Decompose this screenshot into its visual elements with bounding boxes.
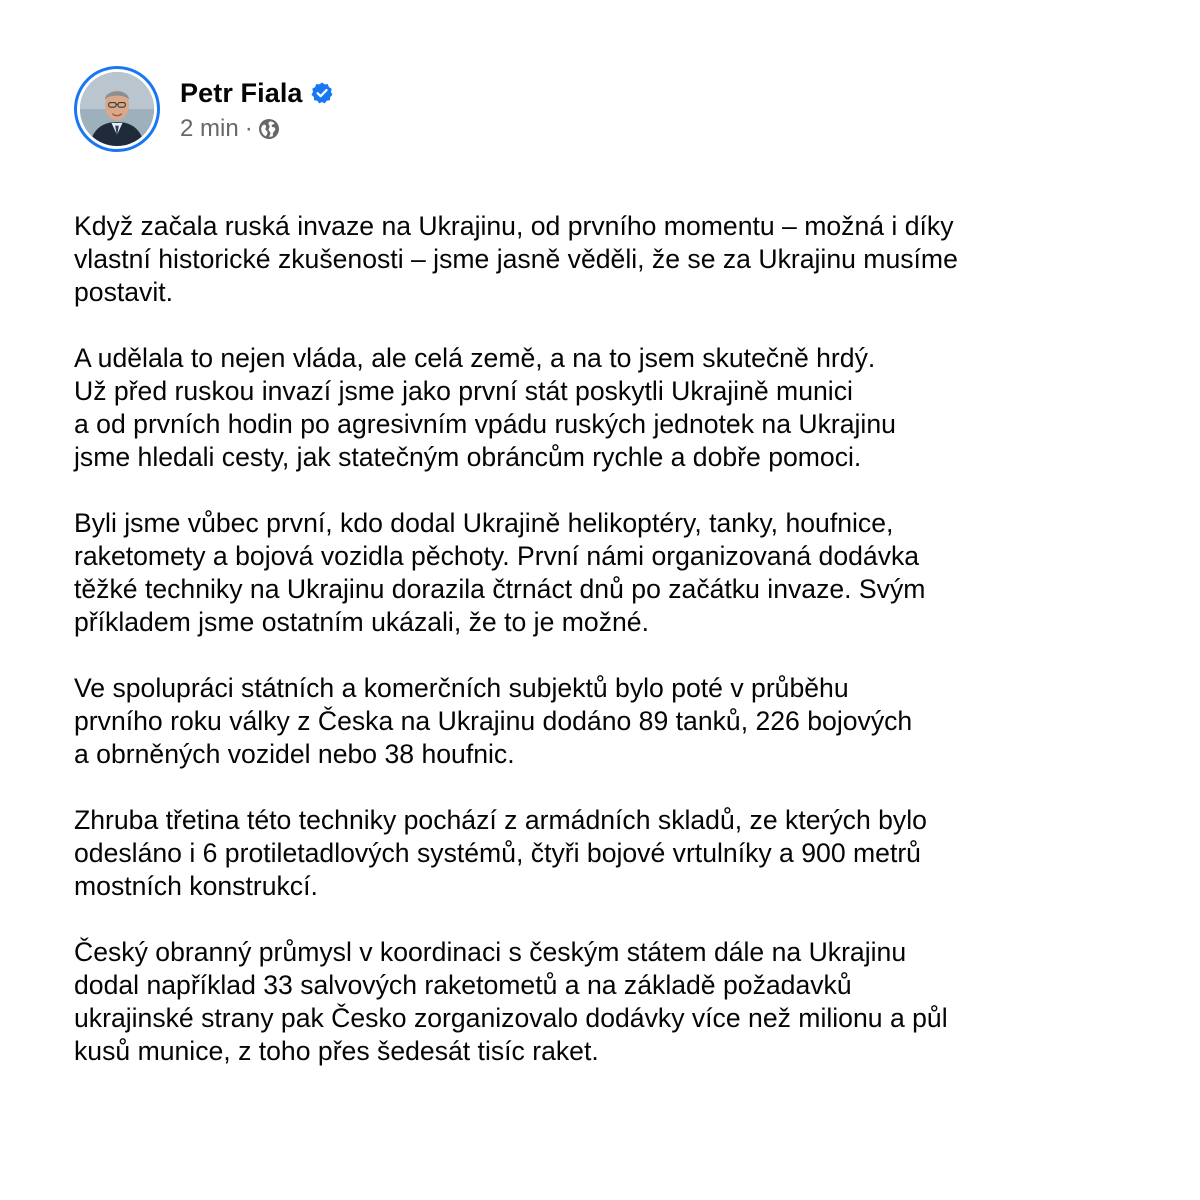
post-paragraph-3: Byli jsme vůbec první, kdo dodal Ukrajině helikoptéry, tanky, houfnice, raketomety a bojová vozidla pěchoty. První námi organizovaná dodávka těžké techniky na Ukrajinu dorazila čtrnáct dnů po začátku invaze. Svým příkladem jsme ostatním ukázali, že to je možné. [74, 508, 926, 637]
author-name[interactable]: Petr Fiala [180, 77, 303, 108]
post-paragraph-2: A udělala to nejen vláda, ale celá země, a na to jsem skutečně hrdý. Už před ruskou invazí jsme jako první stát poskytli Ukrajině munici a od prvních hodin po agresivním vpádu ruských jednotek na Ukrajinu jsme hledali cesty, jak statečným obráncům rychle a dobře pomoci. [74, 343, 896, 472]
post-body [74, 210, 1154, 1068]
post-header [74, 66, 334, 152]
avatar[interactable] [74, 66, 160, 152]
avatar-photo [80, 72, 154, 146]
post-paragraph-6: Český obranný průmysl v koordinaci s českým státem dále na Ukrajinu dodal například 33 salvových raketometů a na základě požadavků ukrajinské strany pak Česko zorganizovalo dodávky více než milionu a půl kusů munice, z toho přes šedesát tisíc raket. [74, 937, 948, 1066]
meta-separator: · [244, 115, 253, 142]
name-row [180, 75, 334, 111]
post-timestamp[interactable]: 2 min [180, 115, 239, 142]
header-text [180, 75, 334, 143]
post-paragraph-4: Ve spolupráci státních a komerčních subjektů bylo poté v průběhu prvního roku války z Česka na Ukrajinu dodáno 89 tanků, 226 bojových a obrněných vozidel nebo 38 houfnic. [74, 673, 913, 769]
avatar-portrait-icon [80, 72, 154, 146]
post-meta [180, 115, 334, 143]
post-paragraph-5: Zhruba třetina této techniky pochází z armádních skladů, ze kterých bylo odesláno i 6 protiletadlových systémů, čtyři bojové vrtulníky a 900 metrů mostních konstrukcí. [74, 805, 927, 901]
globe-icon[interactable] [258, 118, 280, 140]
verified-badge-icon [310, 81, 334, 105]
post-paragraph-1: Když začala ruská invaze na Ukrajinu, od prvního momentu – možná i díky vlastní historické zkušenosti – jsme jasně věděli, že se za Ukrajinu musíme postavit. [74, 211, 958, 307]
